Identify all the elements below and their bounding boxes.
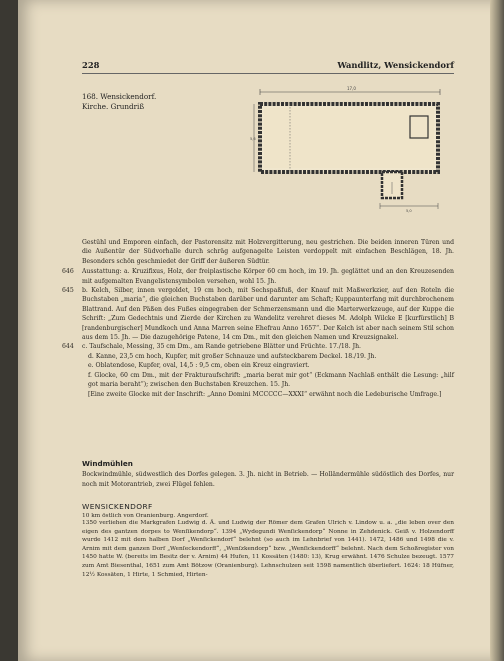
section-windmills <box>82 459 454 489</box>
dimension-left-label: 5,6 <box>250 137 256 141</box>
section-subtitle: 10 km östlich von Oranienburg. Angerdorf. <box>82 513 209 519</box>
marginal-number: 646 <box>62 268 74 276</box>
paragraph-inventory-b <box>62 286 454 342</box>
church-floor-plan <box>250 82 454 227</box>
section-text-wensickendorf: 1350 verliehen die Markgrafen Ludwig d. Ä. und Ludwig der Römer dem Grafen Ulrich v. Lindow u. a. „die leben over den eigen des gantzen dorpes to Wenſikendorp“. 1394 „Wydegundi Wenſickendorp“ Nonne in Zehdenick. Geiß v. Holzendorff wurde 1412 mit dem halben Dorf „Wenſickendorf“ belehnt (so auch im Lehnbrief von 1441). 1472, 1486 und 1498 die v. Arnim mit dem ganzen Dorf „Wenſeckendorff“, „Wenſzkendorp“ bzw. „Wenſickendorff“ belehnt. Nach dem Schoßregister von 1450 hatte W. (bereits im Besitz der v. Arnim) 44 Hufen, 11 Kossäten (1480: 13), Krug erwähnt. 1476 Schulze bezeugt. 1577 zum Amt Biesenthal, 1651 zum Amt Bötzow (Oranienburg). Lehnschulzen seit 1598 namentlich überliefert. 1624: 18 Hüfner, 12½ Kossäten, 1 Hirte, 1 Schmied, Hirten- <box>82 520 454 578</box>
marginal-number: 645 <box>62 287 74 295</box>
body-text <box>62 238 454 399</box>
scale-bar-label: 5,0 <box>406 209 412 213</box>
caption-line-1: 168. Wensickendorf. <box>82 92 157 101</box>
paragraph-inventory-a <box>62 267 454 286</box>
page-number: 228 <box>82 60 100 70</box>
marginal-number: 644 <box>62 343 74 351</box>
header-rule <box>82 73 454 74</box>
paragraph-text: Ausstattung: a. Kruzifixus, Holz, der freiplastische Körper 60 cm hoch, im 19. Jh. geglättet und an den Kreuzesenden mit aufgemalten Evangelistensymbolen versehen, wohl 15. Jh. <box>82 268 454 285</box>
paragraph-inventory-d: d. Kanne, 23,5 cm hoch, Kupfer, mit großer Schnauze und aufsteckbarem Deckel. 18./19. Jh. <box>88 352 377 360</box>
section-text-windmills: Bockwindmühle, südwestlich des Dorfes gelegen. 3. Jh. nicht in Betrieb. — Holländermühle südöstlich des Dorfes, nur noch mit Motorantrieb, zwei Flügel fehlen. <box>82 471 454 488</box>
figure-caption <box>82 92 156 112</box>
section-title-wensickendorf: WENSICKENDORF <box>82 502 153 511</box>
section-title-windmills: Windmühlen <box>82 459 133 468</box>
running-title: Wandlitz, Wensickendorf <box>337 60 454 70</box>
section-wensickendorf <box>82 502 454 579</box>
paragraph-second-bell: [Eine zweite Glocke mit der Inschrift: „Anno Domini MCCCCC—XXXI“ erwähnt noch die Ledeburische Umfrage.] <box>88 390 442 398</box>
paragraph-inventory-e: e. Oblatendose, Kupfer, oval, 14,5 : 9,5 cm, oben ein Kreuz eingraviert. <box>88 362 310 370</box>
paragraph-text: b. Kelch, Silber, innen vergoldet, 19 cm hoch, mit Sechspaßfuß, der Knauf mit Maßwerkzier, auf den Roteln die Buchstaben „maria“, die gleichen Buchstaben darüber und darunter am Schaft; Kuppaunterfang mit durchbrochenem Blattrand. Auf den Päßen des Fußes eingegraben der Schmerzensmann und die Marterwerkzeuge, auf der Kuppe die Schrift: „Zum Gedechtnis und Zierde der Kirchen zu Wandelitz verehret dieses M. Adolph Wilcke E [kurfürstlich] B [randenburgischer] Mundkoch und Anna Marren seine Ehefrau Anno 1657“. Der Kelch ist aber nach seinem Stil schon aus dem 15. Jh. — Die dazugehörige Patene, 14 cm Dm., mit den gleichen Namen und Kreuzsignakel. <box>82 287 454 342</box>
caption-line-2: Kirche. Grundriß <box>82 102 145 111</box>
paragraph-furnishings: Gestühl und Emporen einfach, der Pastorensitz mit Holzvergitterung, neu gestrichen. Die beiden inneren Türen und die Außentür der Südvorhalle durch schräg aufgenagelte Leisten verdoppelt mit einfachen Beschlägen, 18. Jh. Besonders schön geschmiedet der Griff der äußeren Südtür. <box>82 239 454 265</box>
page-edge <box>490 0 504 661</box>
paragraph-inventory-c <box>62 342 454 351</box>
paragraph-inventory-f: f. Glocke, 60 cm Dm., mit der Frakturaufschrift: „maria berat mir got“ (Eckmann Nachlaß enthält die Lesung: „hilf got maria beraht“); zwischen den Buchstaben Kreuzchen. 15. Jh. <box>88 371 454 389</box>
dimension-top-label: 17,0 <box>347 86 356 91</box>
paragraph-text: c. Taufschale, Messing, 35 cm Dm., am Rande getriebene Blätter und Früchte. 17./18. Jh. <box>82 343 361 351</box>
